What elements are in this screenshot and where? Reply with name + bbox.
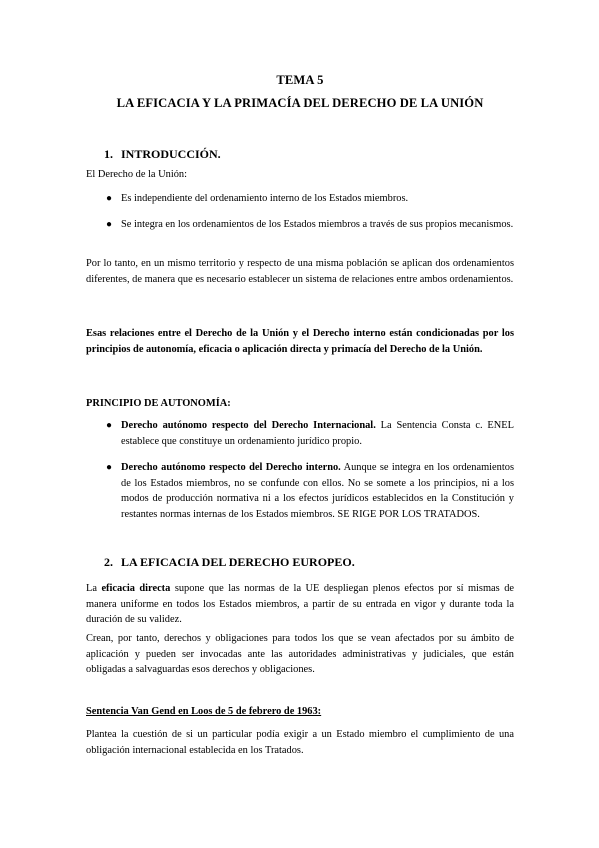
paragraph: Crean, por tanto, derechos y obligaciones para todos los que se vean afectados por su ámbito de aplicación y pueden ser invocadas ante las autoridades administrativas y judiciales, que están obligadas a salvaguardas esos derechos y obligaciones. bbox=[86, 633, 514, 675]
bullet-icon: ● bbox=[106, 462, 113, 473]
paragraph bbox=[86, 581, 514, 628]
case-heading bbox=[86, 704, 514, 720]
section-1-number: 1. bbox=[104, 147, 113, 161]
list-item-bold: Derecho autónomo respecto del Derecho Internacional. bbox=[121, 420, 376, 431]
paragraph-rest: supone que las normas de la UE despliegan plenos efectos por sí mismas de manera uniforme en todos los Estados miembros, a partir de su entrada en vigor y durante toda la duración de su validez. bbox=[86, 583, 514, 625]
document-title: TEMA 5 bbox=[276, 73, 324, 87]
paragraph-start: La bbox=[86, 583, 102, 594]
section-1-heading bbox=[104, 147, 221, 163]
section-1-title: INTRODUCCIÓN. bbox=[121, 147, 221, 161]
intro-line: El Derecho de la Unión: bbox=[86, 169, 187, 180]
list-item-text bbox=[121, 460, 514, 522]
principle-heading: PRINCIPIO DE AUTONOMÍA: bbox=[86, 398, 231, 409]
list-item-text bbox=[121, 418, 514, 449]
paragraph: Por lo tanto, en un mismo territorio y respecto de una misma población se aplican dos ordenamientos diferentes, de manera que es necesario establecer un sistema de relaciones entre ambos ordenamientos. bbox=[86, 258, 514, 285]
document-subtitle: LA EFICACIA Y LA PRIMACÍA DEL DERECHO DE LA UNIÓN bbox=[116, 96, 484, 110]
section-2-number: 2. bbox=[104, 555, 113, 569]
section-2-title: LA EFICACIA DEL DERECHO EUROPEO. bbox=[121, 555, 355, 569]
section-2-heading bbox=[104, 555, 355, 571]
bullet-icon: ● bbox=[106, 219, 113, 230]
bullet-icon: ● bbox=[106, 420, 113, 431]
list-item-bold: Derecho autónomo respecto del Derecho interno. bbox=[121, 462, 341, 473]
list-item-text: Es independiente del ordenamiento interno de los Estados miembros. bbox=[121, 193, 409, 204]
list-item-rest: Aunque se integra en los ordenamientos de los Estados miembros, no se confunde con ellos. No se somete a los principios, ni a los modos de producción normativa ni a los efectos jurídicos establecidos en la Constitución y restantes normas internas de los Estados miembros. SE RIGE POR LOS TRATADOS. bbox=[121, 462, 514, 520]
list-item-text: Se integra en los ordenamientos de los Estados miembros a través de sus propios mecanismos. bbox=[121, 219, 514, 230]
bold-paragraph: Esas relaciones entre el Derecho de la Unión y el Derecho interno están condicionadas por los principios de autonomía, eficacia o aplicación directa y primacía del Derecho de la Unión. bbox=[86, 328, 514, 355]
bullet-icon: ● bbox=[106, 193, 113, 204]
paragraph-emphasis: eficacia directa bbox=[101, 583, 171, 594]
list-item-rest: La Sentencia Consta c. ENEL establece que constituye un ordenamiento jurídico propio. bbox=[121, 420, 514, 447]
paragraph: Plantea la cuestión de si un particular podía exigir a un Estado miembro el cumplimiento de una obligación internacional establecida en los Tratados. bbox=[86, 729, 514, 756]
case-heading-text: Sentencia Van Gend en Loos de 5 de febrero de 1963: bbox=[86, 706, 322, 717]
